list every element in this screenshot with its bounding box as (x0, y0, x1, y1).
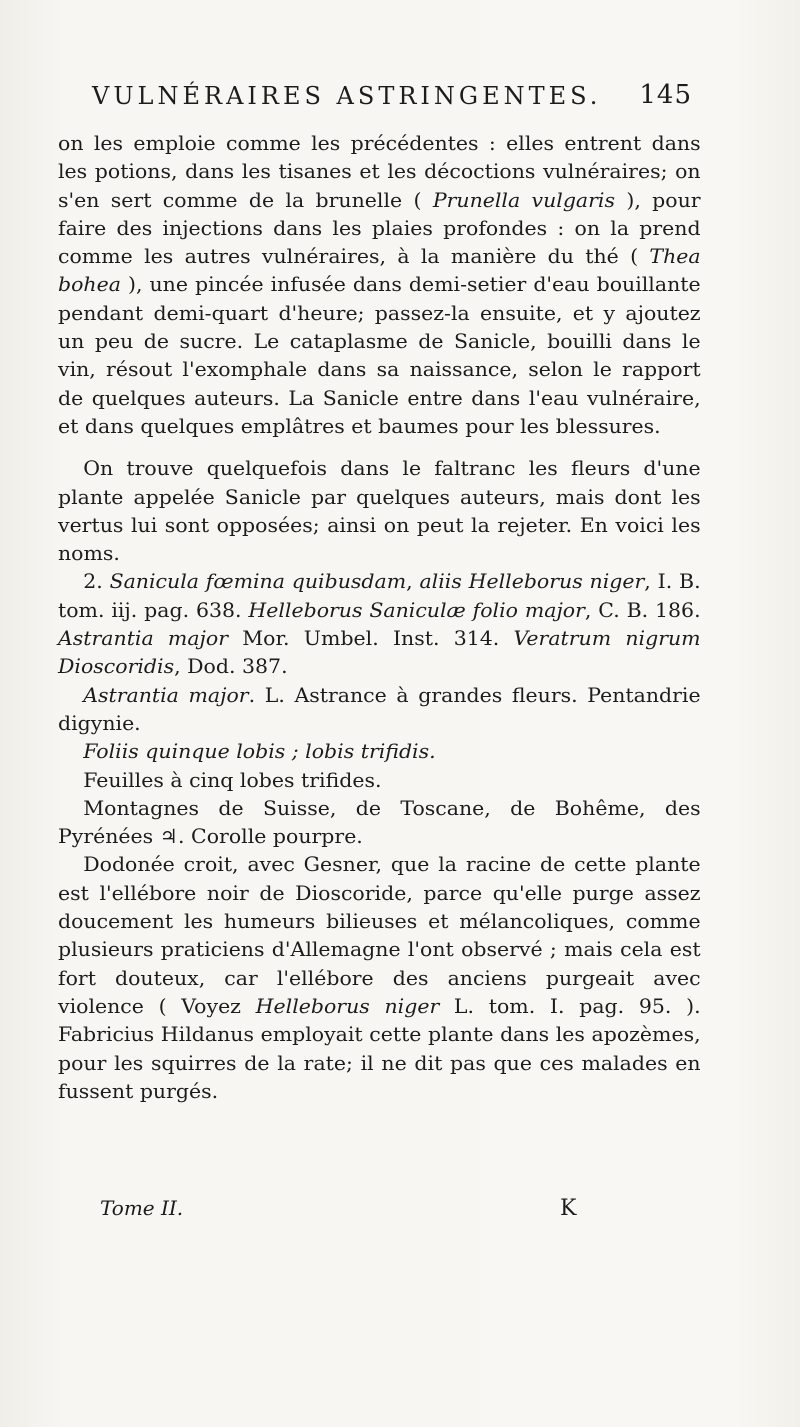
italic-term: Helleborus niger (255, 994, 440, 1018)
italic-term: Astrantia major (83, 683, 249, 707)
paragraph (58, 851, 701, 1106)
text-run: , C. B. 186. (584, 598, 701, 622)
text-run: Feuilles à cinq lobes trifides. (83, 768, 382, 792)
body-text (58, 130, 701, 1106)
italic-term: Helleborus Saniculæ folio major (248, 598, 585, 622)
text-run: , (406, 570, 420, 594)
italic-term: Astrantia major (58, 627, 229, 651)
paragraph (58, 767, 701, 795)
paragraph (58, 795, 701, 852)
text-run: . L. Astrance à grandes fleurs. Pentandrie digynie. (58, 683, 701, 735)
paragraph (58, 568, 701, 681)
text-run: on les emploie comme les précédentes : elles entrent dans les potions, dans les tisanes et les décoctions vulnéraires; on s'en sert comme de la brunelle ( (58, 132, 701, 212)
signature-mark: K (560, 1196, 577, 1221)
paragraph (58, 738, 701, 766)
italic-term: Sanicula fœmina quibusdam (109, 570, 407, 594)
text-run: Mor. Umbel. Inst. 314. (228, 627, 514, 651)
italic-term: Foliis quinque lobis ; lobis trifidis. (83, 740, 436, 764)
text-run: , I. B. tom. iij. pag. 638. (58, 570, 701, 622)
italic-term: aliis Helleborus niger (419, 570, 645, 594)
paragraph (58, 682, 701, 739)
paragraph (58, 455, 701, 568)
text-run: Dodonée croit, avec Gesner, que la racine de cette plante est l'ellébore noir de Dioscoride, parce qu'elle purge assez doucement les humeurs bilieuses et mélancoliques, comme plusieurs praticiens d'Allemagne l'ont observé ; mais cela est fort douteux, car l'ellébore des anciens purgeait avec violence ( Voyez (58, 853, 701, 1018)
text-run: L. tom. I. pag. 95. ). Fabricius Hildanus employait cette plante dans les apozèmes, pour les squirres de la rate; il ne dit pas que ces malades en fussent purgés. (58, 994, 701, 1103)
text-run: ), pour faire des injections dans les plaies profondes : on la prend comme les autres vulnéraires, à la manière du thé ( (58, 188, 701, 269)
text-run: On trouve quelquefois dans le faltranc les fleurs d'une plante appelée Sanicle par quelques auteurs, mais dont les vertus lui sont opposées; ainsi on peut la rejeter. En voici les noms. (58, 457, 701, 566)
running-header (92, 82, 692, 110)
text-run: Montagnes de Suisse, de Toscane, de Bohême, des Pyrénées ♃. Corolle pourpre. (58, 796, 701, 849)
text-run: ), une pincée infusée dans demi-setier d'eau bouillante pendant demi-quart d'heure; passez-la ensuite, et y ajoutez un peu de sucre. Le cataplasme de Sanicle, bouilli dans le vin, résout l'exomphale dans sa naissance, selon le rapport de quelques auteurs. La Sanicle entre dans l'eau vulnéraire, et dans quelques emplâtres et baumes pour les blessures. (58, 273, 701, 438)
page-number: 145 (639, 80, 692, 110)
italic-term: Prunella vulgaris (432, 188, 615, 212)
text-run: , Dod. 387. (174, 655, 288, 679)
text-run: 2. (83, 570, 110, 594)
tome-label: Tome II. (100, 1196, 184, 1220)
italic-term: Veratrum nigrum Dioscoridis (58, 627, 701, 679)
paragraph (58, 130, 701, 441)
italic-term: Thea bohea (58, 245, 701, 297)
running-title: VULNÉRAIRES ASTRINGENTES. (92, 82, 602, 110)
page-footer (100, 1196, 600, 1220)
